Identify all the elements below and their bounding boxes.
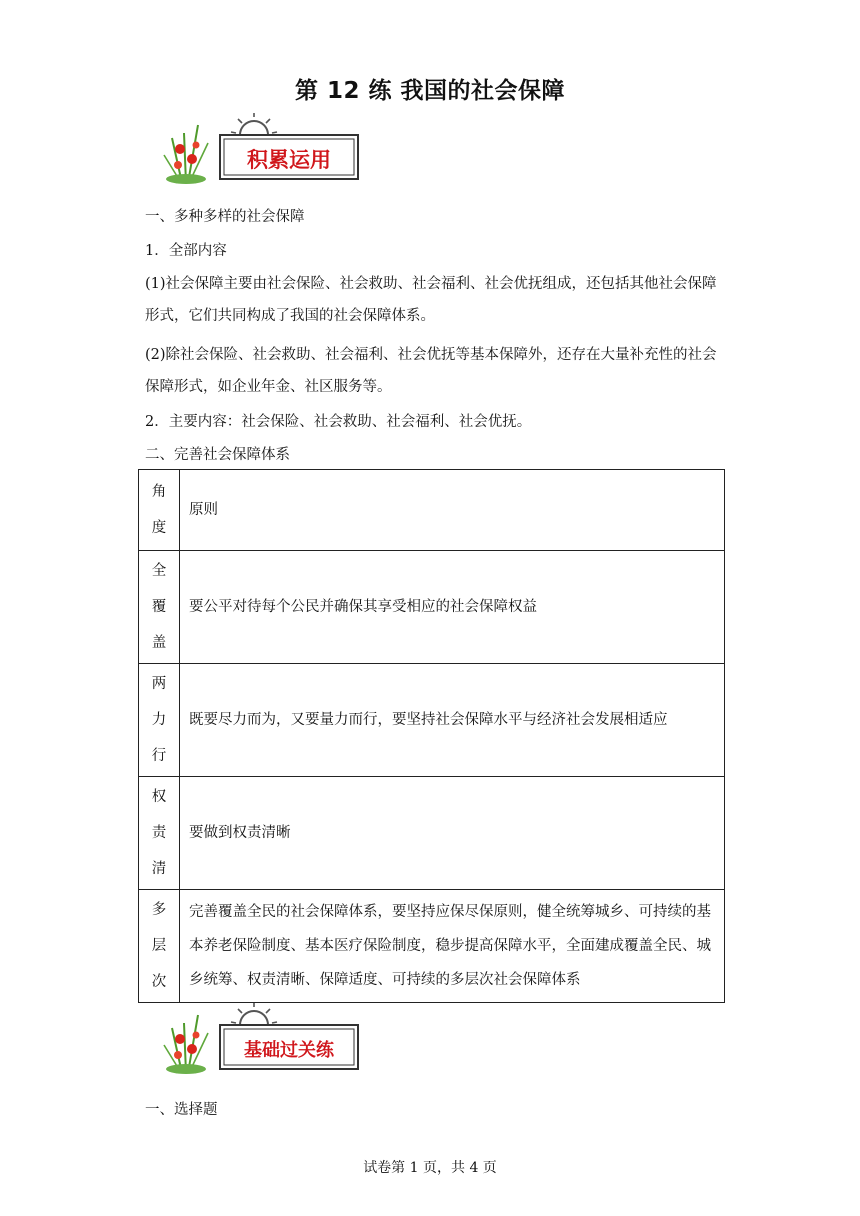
section-banner-accumulate — [158, 113, 368, 188]
table-value-cell: 要公平对待每个公民并确保其享受相应的社会保障权益 — [180, 551, 725, 664]
item-heading: 1．全部内容 — [145, 243, 227, 259]
sun-icon — [231, 113, 277, 135]
table-key-cell: 角 度 — [139, 470, 180, 551]
table-key-cell: 两 力 行 — [139, 664, 180, 777]
table-value-cell: 完善覆盖全民的社会保障体系，要坚持应保尽保原则，健全统筹城乡、可持续的基本养老保险制度、基本医疗保险制度，稳步提高保障水平，全面建成覆盖全民、城乡统筹、权责清晰、保障适度、可持续的多层次社会保障体系 — [180, 890, 725, 1003]
principles-table — [138, 469, 725, 1003]
page-footer: 试卷第 1 页，共 4 页 — [363, 1160, 497, 1176]
section-heading: 一、选择题 — [145, 1102, 218, 1118]
table-value-cell: 原则 — [180, 470, 725, 551]
banner-label: 基础过关练 — [244, 1040, 334, 1061]
table-key-cell: 权 责 清 — [139, 777, 180, 890]
paragraph: (1)社会保障主要由社会保险、社会救助、社会福利、社会优抚组成，还包括其他社会保障形式，它们共同构成了我国的社会保障体系。 — [145, 276, 717, 324]
page-title: 第 12 练 我国的社会保障 — [294, 78, 566, 104]
table-value-cell: 要做到权责清晰 — [180, 777, 725, 890]
paragraph: (2)除社会保险、社会救助、社会福利、社会优抚等基本保障外，还存在大量补充性的社会保障形式，如企业年金、社区服务等。 — [145, 347, 717, 395]
sun-icon — [231, 1003, 277, 1025]
table-row — [139, 664, 725, 777]
table-key-cell: 全 覆 盖 — [139, 551, 180, 664]
section-heading: 二、完善社会保障体系 — [145, 447, 290, 463]
table-row — [139, 777, 725, 890]
section-heading: 一、多种多样的社会保障 — [145, 209, 305, 225]
plant-icon — [164, 125, 208, 184]
banner-label: 积累运用 — [247, 148, 331, 172]
table-value-cell: 既要尽力而为，又要量力而行，要坚持社会保障水平与经济社会发展相适应 — [180, 664, 725, 777]
plant-icon — [164, 1015, 208, 1074]
table-header-row — [139, 470, 725, 551]
section-banner-basic-practice — [158, 1003, 368, 1078]
table-row — [139, 551, 725, 664]
table-row — [139, 890, 725, 1003]
table-key-cell: 多 层 次 — [139, 890, 180, 1003]
paragraph: 2．主要内容：社会保险、社会救助、社会福利、社会优抚。 — [145, 414, 532, 430]
